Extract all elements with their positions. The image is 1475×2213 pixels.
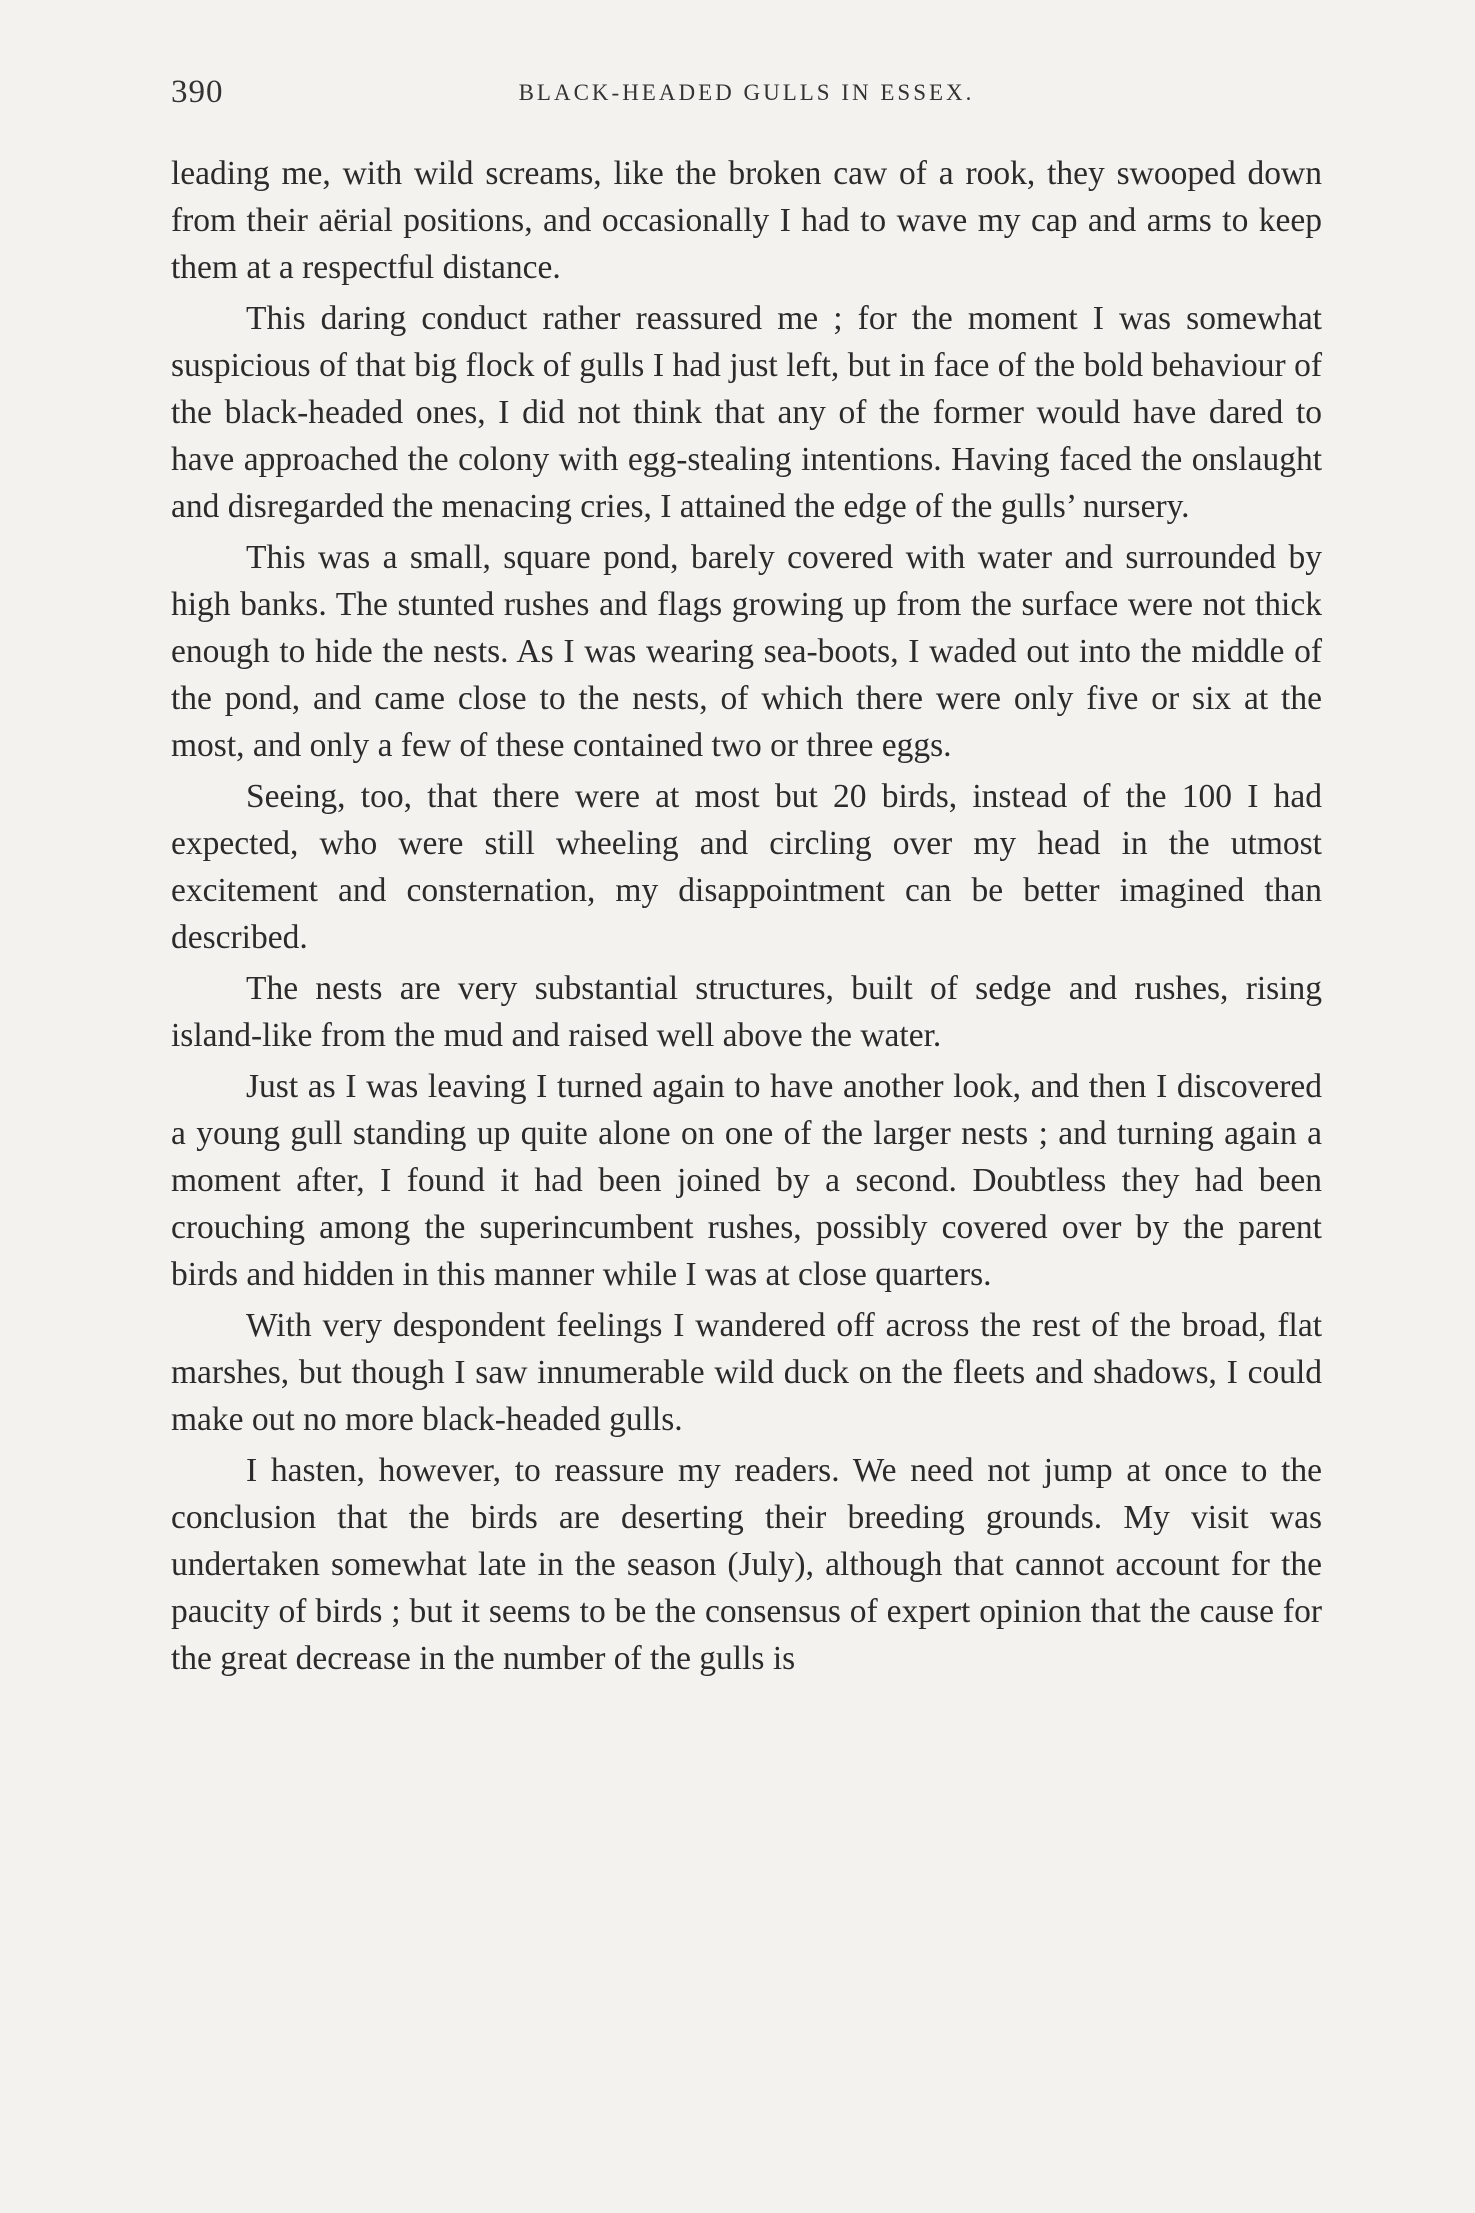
paragraph-1: leading me, with wild screams, like the broken caw of a rook, they swooped down from their aërial positions, and occasionally I had to wave my cap and arms to keep them at a respectful distance.	[171, 155, 1322, 286]
paragraph-6: Just as I was leaving I turned again to have another look, and then I discovered a young gull standing up quite alone on one of the larger nests ; and turning again a moment after, I found it had been joined by a second. Doubtless they had been crouching among the superincumbent rushes, possibly covered over by the parent birds and hidden in this manner while I was at close quarters.	[171, 1068, 1322, 1293]
paragraph-4: Seeing, too, that there were at most but 20 birds, instead of the 100 I had expected, who were still wheeling and circling over my head in the utmost excitement and consternation, my disappointment can be better imagined than described.	[171, 778, 1322, 956]
paragraph-8: I hasten, however, to reassure my readers. We need not jump at once to the conclusion that the birds are deserting their breeding grounds. My visit was undertaken somewhat late in the season (July), although that cannot account for the paucity of birds ; but it seems to be the consensus of expert opinion that the cause for the great decrease in the number of the gulls is	[171, 1452, 1322, 1677]
paragraph-2: This daring conduct rather reassured me ; for the moment I was somewhat suspicious of that big flock of gulls I had just left, but in face of the bold behaviour of the black-headed ones, I did not think that any of the former would have dared to have approached the colony with egg-stealing intentions. Having faced the onslaught and disregarded the menacing cries, I attained the edge of the gulls’ nursery.	[171, 300, 1322, 525]
page-number: 390	[171, 74, 224, 110]
paragraph-7: With very despondent feelings I wandered off across the rest of the broad, flat marshes, but though I saw innumerable wild duck on the fleets and shadows, I could make out no more black-headed gulls.	[171, 1307, 1322, 1438]
paragraph-5: The nests are very substantial structures, built of sedge and rushes, rising island-like from the mud and raised well above the water.	[171, 970, 1322, 1054]
running-title: BLACK-HEADED GULLS IN ESSEX.	[518, 80, 975, 105]
body-text	[171, 150, 1322, 1682]
paragraph-3: This was a small, square pond, barely covered with water and surrounded by high banks. The stunted rushes and flags growing up from the surface were not thick enough to hide the nests. As I was wearing sea-boots, I waded out into the middle of the pond, and came close to the nests, of which there were only five or six at the most, and only a few of these contained two or three eggs.	[171, 539, 1322, 764]
page-header	[171, 70, 1322, 120]
